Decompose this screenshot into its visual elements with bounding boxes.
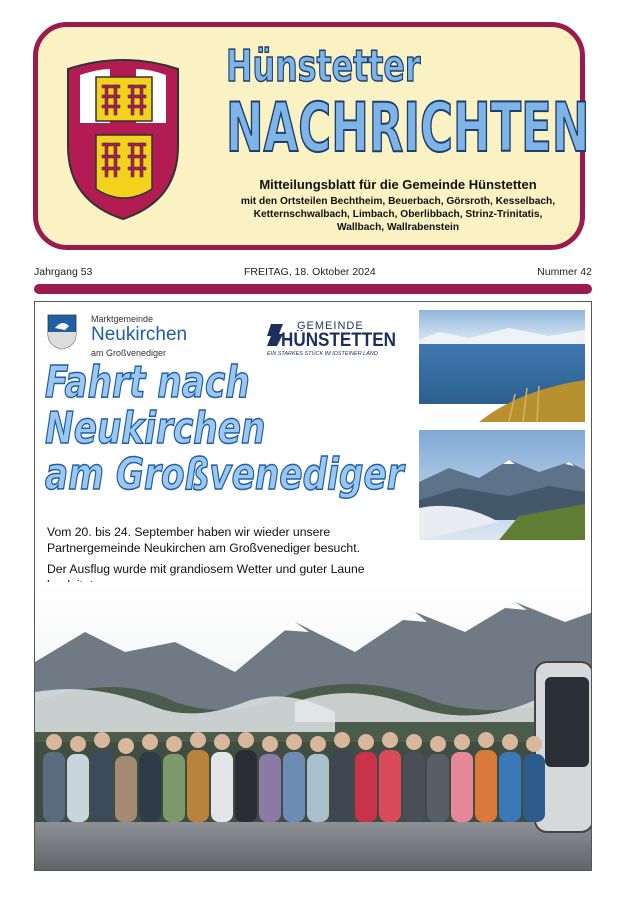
huenstetten-logo bbox=[267, 320, 409, 360]
neukirchen-logo-small: Marktgemeinde bbox=[91, 314, 154, 324]
lake-photo bbox=[419, 310, 585, 422]
huenstetten-logo-tagline: EIN STARKES STÜCK IM IDSTEINER LAND bbox=[267, 351, 378, 357]
issue-number: Nummer 42 bbox=[537, 266, 592, 278]
headline-line: Fahrt nach bbox=[45, 357, 250, 408]
coat-of-arms-icon bbox=[58, 51, 188, 221]
headline-line: Neukirchen bbox=[45, 403, 266, 454]
masthead-title-line1: Hünstetter bbox=[226, 41, 421, 92]
divider-rule bbox=[34, 284, 592, 294]
mountain-photo bbox=[419, 430, 585, 540]
towns-line: mit den Ortsteilen Bechtheim, Beuerbach, Görsroth, Kesselbach, bbox=[240, 196, 556, 207]
neukirchen-shield-icon bbox=[47, 314, 77, 350]
article-frame bbox=[34, 301, 592, 871]
article-headline bbox=[45, 357, 404, 500]
neukirchen-logo-sub: am Großvenediger bbox=[91, 348, 167, 358]
article-paragraph: Vom 20. bis 24. September haben wir wieder unsere Partnergemeinde Neukirchen am Großvenediger besucht. bbox=[47, 525, 360, 555]
neukirchen-logo-name: Neukirchen bbox=[91, 324, 188, 345]
masthead-title-line2: NACHRICHTEN bbox=[226, 89, 590, 168]
towns-line: Wallbach, Wallrabenstein bbox=[336, 222, 460, 233]
masthead-subtitle: Mitteilungsblatt für die Gemeinde Hünstetten bbox=[259, 177, 537, 192]
group-photo bbox=[35, 582, 592, 871]
towns-line: Ketternschwalbach, Limbach, Oberlibbach, Strinz-Trinitatis, bbox=[253, 209, 543, 220]
masthead bbox=[33, 22, 590, 250]
issue-info bbox=[34, 266, 592, 280]
issue-date: FREITAG, 18. Oktober 2024 bbox=[244, 266, 376, 278]
article-paragraph: Der Ausflug wurde mit grandiosem Wetter und guter Laune bbox=[47, 562, 365, 576]
masthead-towns bbox=[228, 195, 568, 234]
headline-line: am Großvenediger bbox=[45, 449, 404, 500]
issue-volume: Jahrgang 53 bbox=[34, 266, 93, 278]
huenstetten-logo-line2: HÜNSTETTEN bbox=[281, 330, 396, 351]
huenstetten-logo-line1: GEMEINDE bbox=[297, 320, 364, 332]
